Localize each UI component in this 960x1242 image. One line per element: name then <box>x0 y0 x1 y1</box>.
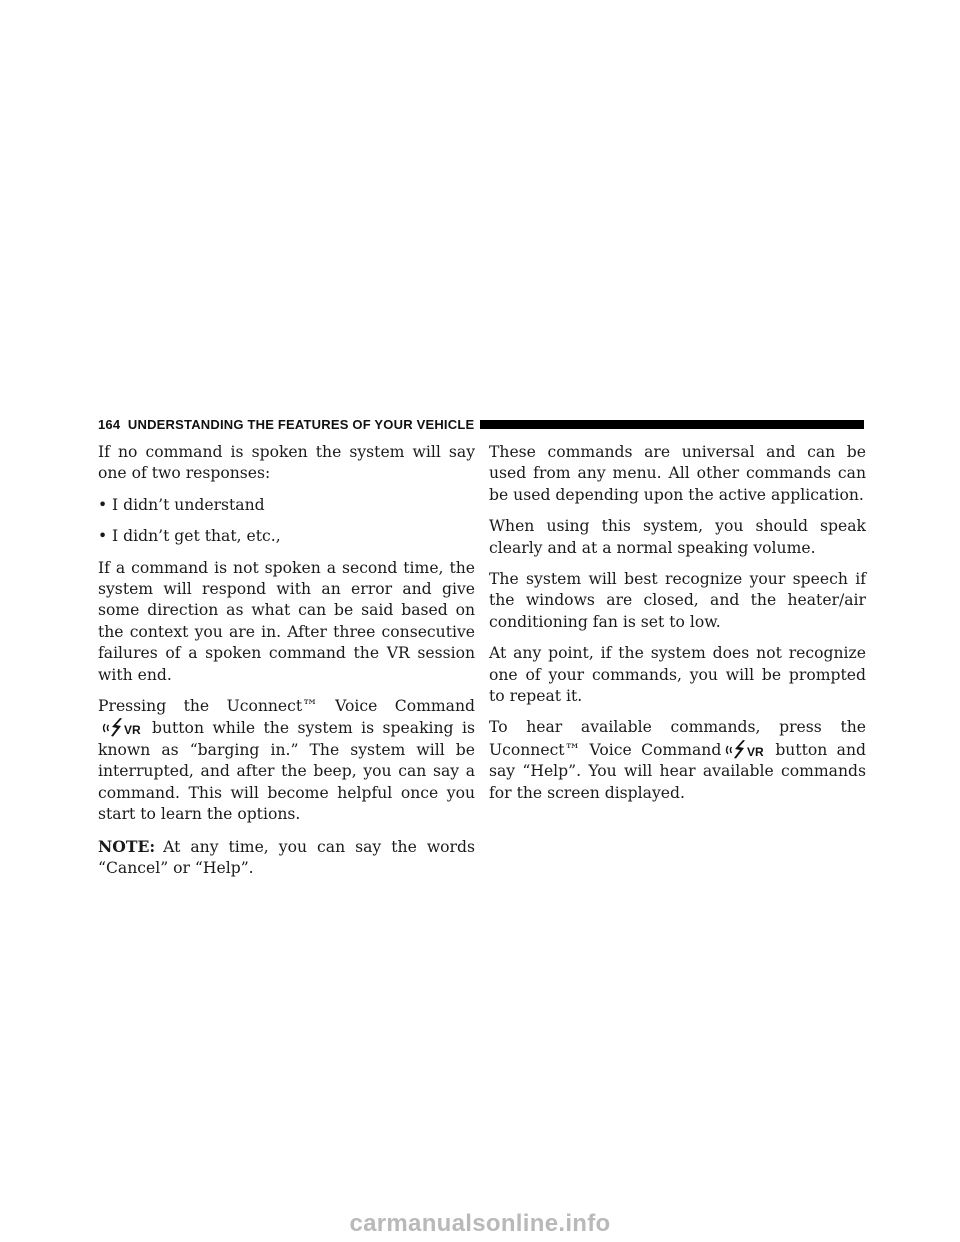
paragraph-speak-clearly: When using this system, you should speak clearly and at a normal speaking volume. <box>489 517 866 557</box>
paragraph-universal-commands: These commands are universal and can be used from any menu. All other commands can be used depending upon the active application. <box>489 443 866 504</box>
paragraph-barging-in <box>98 696 475 825</box>
paragraph-help-command <box>489 717 866 804</box>
vr-label: VR <box>124 723 141 738</box>
note-text: At any time, you can say the words “Cancel” or “Help”. <box>98 837 475 877</box>
bullet-item-2 <box>98 526 475 547</box>
vr-label: VR <box>747 744 764 759</box>
help-text-start: To hear available commands, press the Uconnect™ Voice Command <box>489 718 866 759</box>
bullet-item-1 <box>98 495 475 516</box>
voice-command-vr-icon <box>724 739 772 760</box>
barging-text-end: button while the system is speaking is known as “barging in.” The system will be interrupted, and after the beep, you can say a command. This will become helpful once you start to learn the options. <box>98 719 475 824</box>
paragraph-repeat-command: At any point, if the system does not recognize one of your commands, you will be prompted to repeat it. <box>489 644 866 706</box>
section-title: UNDERSTANDING THE FEATURES OF YOUR VEHICLE <box>127 416 475 432</box>
barging-text-start: Pressing the Uconnect™ Voice Command <box>98 697 475 716</box>
note-paragraph <box>98 836 475 880</box>
bullet-text: I didn’t get that, etc., <box>112 527 281 546</box>
bullet-dot: • <box>98 495 108 514</box>
paragraph-error-direction: If a command is not spoken a second time, the system will respond with an error and give some direction as what can be said based on the context you are in. After three consecutive failures of a spoken command the VR session with end. <box>98 558 475 684</box>
note-label: NOTE: <box>98 836 156 856</box>
bullet-dot: • <box>98 527 108 546</box>
header-rule <box>480 420 864 429</box>
page-header <box>98 414 864 434</box>
right-column <box>489 442 866 814</box>
help-text-end: button and say “Help”. You will hear available commands for the screen displayed. <box>489 740 866 802</box>
left-column <box>98 442 475 889</box>
paragraph-no-command: If no command is spoken the system will say one of two responses: <box>98 443 475 483</box>
page-number: 164 <box>98 416 121 432</box>
watermark: carmanualsonline.info <box>349 1210 611 1237</box>
bullet-text: I didn’t understand <box>112 495 265 514</box>
header-text <box>98 417 474 432</box>
voice-command-vr-icon <box>101 717 149 738</box>
paragraph-recognize-speech: The system will best recognize your speech if the windows are closed, and the heater/air conditioning fan is set to low. <box>489 570 866 631</box>
